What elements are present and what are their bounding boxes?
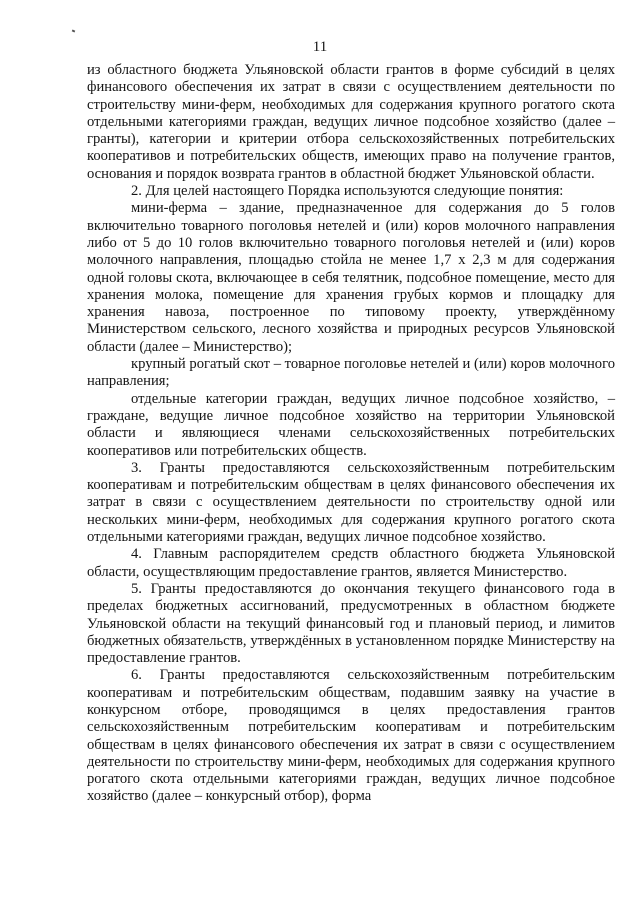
paragraph-clause-5: 5. Гранты предоставляются до окончания текущего финансового года в пределах бюджетных ассигнований, предусмотренных в областном бюджете Ульяновской области на текущий финансовый год и плановый период, и лимитов бюджетных обязательств, утверждённых в установленном порядке Министерству на предоставление грантов. [87, 580, 615, 667]
paragraph-definition-mini-farm: мини-ферма – здание, предназначенное для содержания до 5 голов включительно товарного поголовья нетелей и (или) коров молочного направления либо от 5 до 10 голов включительно товарного поголовья нетелей и (или) коров молочного направления, площадью стойла не менее 1,7 х 2,3 м для содержания одной головы скота, включающее в себя телятник, подсобное помещение, место для хранения молока, помещение для хранения грубых кормов и площадку для хранения навоза, построенное по типовому проекту, утверждённому Министерством сельского, лесного хозяйства и природных ресурсов Ульяновской области (далее – Министерство); [87, 200, 615, 355]
paragraph-clause-6: 6. Гранты предоставляются сельскохозяйственным потребительским кооперативам и потребительским обществам, подавшим заявку на участие в конкурсном отборе, проводящимся в целях предоставления грантов сельскохозяйственным потребительским кооперативам и потребительским обществам в целях финансового обеспечения их затрат в связи с осуществлением деятельности по строительству мини-ферм, необходимых для содержания крупного рогатого скота отдельными категориями граждан, ведущих личное подсобное хозяйство (далее – конкурсный отбор), форма [87, 667, 615, 805]
document-body [87, 62, 615, 806]
paragraph-clause-2: 2. Для целей настоящего Порядка используются следующие понятия: [131, 183, 564, 200]
page-number: 11 [312, 39, 328, 55]
scan-speck [72, 29, 76, 32]
paragraph-definition-cattle: крупный рогатый скот – товарное поголовье нетелей и (или) коров молочного направления; [87, 356, 615, 390]
paragraph-clause-4: 4. Главным распорядителем средств областного бюджета Ульяновской области, осуществляющим предоставление грантов, является Министерство. [87, 546, 615, 580]
paragraph-clause-3: 3. Гранты предоставляются сельскохозяйственным потребительским кооперативам и потребительским обществам в целях финансового обеспечения их затрат в связи с осуществлением деятельности по строительству одной или нескольких мини-ферм, необходимых для содержания крупного рогатого скота отдельными категориями граждан, ведущих личное подсобное хозяйство. [87, 459, 615, 546]
paragraph-definition-citizens: отдельные категории граждан, ведущих личное подсобное хозяйство, – граждане, ведущие личное подсобное хозяйство на территории Ульяновской области и являющиеся членами сельскохозяйственных потребительских кооперативов или потребительских обществ. [87, 390, 615, 459]
paragraph-continuation: из областного бюджета Ульяновской области грантов в форме субсидий в целях финансового обеспечения их затрат в связи с осуществлением деятельности по строительству мини-ферм, необходимых для содержания крупного рогатого скота отдельными категориями граждан, ведущих личное подсобное хозяйство (далее – гранты), категории и критерии отбора сельскохозяйственных потребительских кооперативов и потребительских обществ, имеющих право на получение грантов, основания и порядок возврата грантов в областной бюджет Ульяновской области. [87, 62, 615, 182]
